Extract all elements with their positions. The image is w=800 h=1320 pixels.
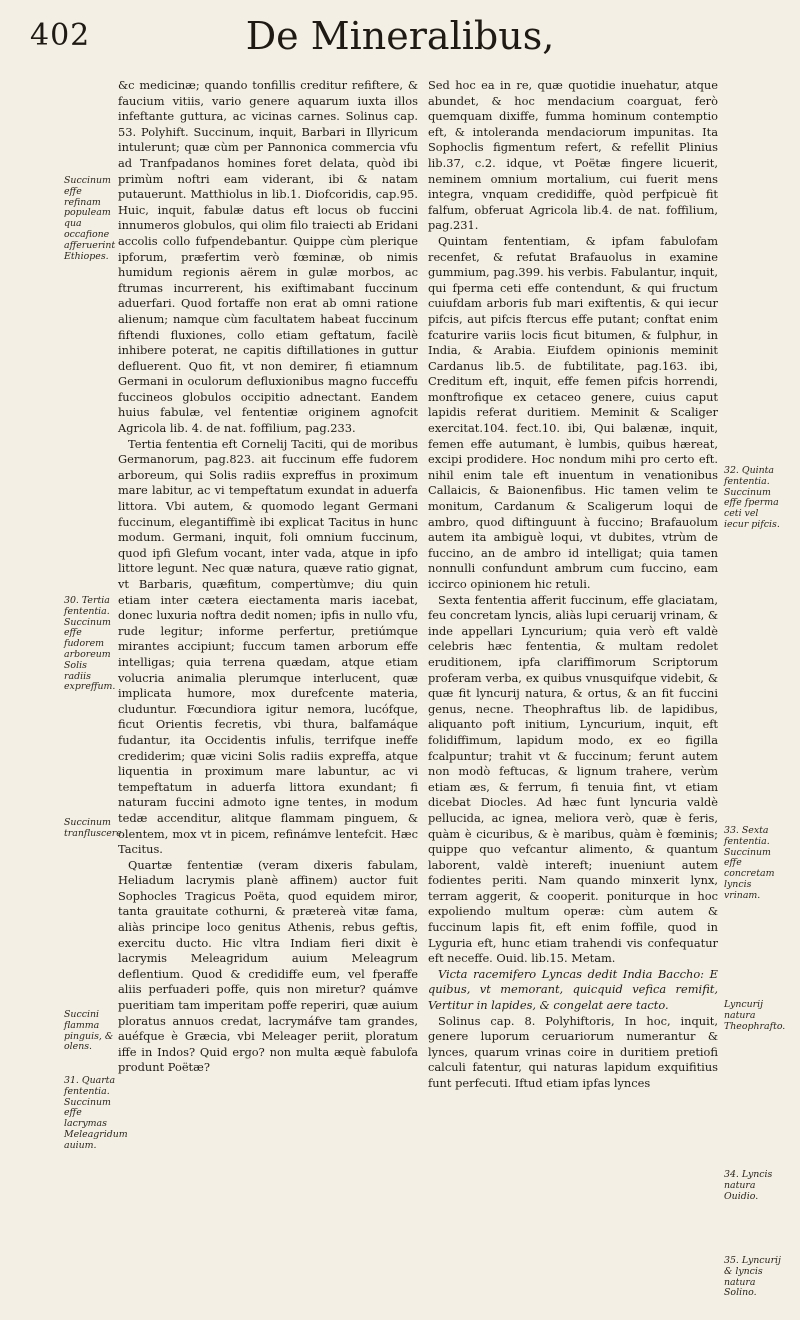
margin-note: 33. Sexta fententia. Succinum effe concretam lyncis vrinam. [724, 825, 775, 901]
margin-note: 34. Lyncis natura Ouidio. [724, 1169, 773, 1202]
paragraph: Sed hoc ea in re, quæ quotidie inuehatur, atque abundet, & hoc mendacium coarguat, ferò quemquam dixiffe, fumma hominum contemptio eft, & intoleranda mendaciorum impunitas. Ita Sophoclis figmentum refert, & refellit Plinius lib.37, c.2. idque, vt Poëtæ fingere licuerit, neminem omnium mortalium, cui fuerit mens integra, vnquam credidiffe, quòd perfpicuè fit falfum, obferuat Agricola lib.4. de nat. foffilium, pag.231. [428, 78, 718, 233]
margin-note: Succinum tranfluscere. [64, 817, 125, 839]
paragraph: Quintam fententiam, & ipfam fabulofam recenfet, & refutat Brafauolus in examine gummium, pag.399. his verbis. Fabulantur, inquit, qui fperma ceti effe contendunt, & qui fructum cuiufdam arboris fub mari exiftentis, & qui iecur pifcis, aut pifcis ftercus effe putant; conftat enim fcaturire variis locis ficut bitumen, & fulphur, in India, & Arabia. Eiufdem opinionis meminit Cardanus lib.5. de fubtilitate, pag.163. ibi, Creditum eft, inquit, effe femen pifcis horrendi, monftrofique ex cetaceo genere, cuius caput lapidis referat duritiem. Meminit & Scaliger exercitat.104. fect.10. ibi, Qui balænæ, inquit, femen effe autumant, è lumbis, quibus hæreat, excipi prodidere. Hoc nondum mihi pro certo eft. nihil enim tale eft inuentum in venationibus Callaicis, & Baionenfibus. Hic tamen velim te monitum, Cardanum & Scaligerum loqui de ambro, quod diftinguunt à fuccino; Brafauolum autem ita ambiguè loqui, vt dubites, vtrùm de fuccino, an de ambro id intelligat; quia tamen nonnulli confundunt ambrum cum fuccino, eam iccirco opinionem hic retuli. [428, 233, 718, 591]
margin-note: 35. Lyncurij & lyncis natura Solino. [724, 1255, 781, 1299]
margin-note: 30. Tertia fententia. Succinum effe fudorem arboreum Solis radiis expreffum. [64, 595, 116, 693]
paragraph: Tertia fententia eft Cornelij Taciti, qui de moribus Germanorum, pag.823. ait fuccinum effe fudorem arboreum, qui Solis radiis expreffus in proximum mare labitur, ac vi tempeftatum exundat in aduerfa littora. Vbi autem, & quomodo legant Germani fuccinum, elegantiffimè ibi explicat Tacitus in hunc modum. Germani, inquit, foli omnium fuccinum, quod ipfi Glefum vocant, inter vada, atque in ipfo littore legunt. Nec quæ natura, quæve ratio gignat, vt Barbaris, quæfitum, compertùmve; diu quin etiam inter cætera eiectamenta maris iacebat, donec luxuria noftra dedit nomen; ipfis in nullo vfu, rude legitur; informe perfertur, pretiúmque mirantes accipiunt; fuccum tamen arborum effe intelligas; quia terrena quædam, atque etiam volucria animalia plerumque interlucent, quæ implicata humore, mox durefcente materia, cluduntur. Fœcundiora igitur nemora, lucófque, ficut Orientis fecretis, vbi thura, balfamáque fudantur, ita Occidentis infulis, terrifque ineffe crediderim; quæ vicini Solis radiis expreffa, atque liquentia in proximum mare labuntur, ac vi tempeftatum in aduerfa littora exundant; fi naturam fuccini admoto igne tentes, in modum tedæ accenditur, alitque flammam pinguem, & olentem, mox vt in picem, refinámve lentefcit. Hæc Tacitus. [118, 436, 418, 857]
right-column [428, 78, 718, 1092]
verse-quotation: Victa racemifero Lyncas dedit India Baccho: E quibus, vt memorant, quicquid vefica remifit, Vertitur in lapides, & congelat aere tacto. [428, 966, 718, 1013]
page-header [30, 14, 770, 68]
page-number: 402 [30, 18, 91, 53]
margin-note: Succinum effe refinam populeam qua occafione afferuerint Ethiopes. [64, 175, 116, 262]
margin-note: Succini flamma pinguis, & olens. [64, 1009, 114, 1053]
running-title: De Mineralibus, [245, 14, 555, 58]
paragraph: &c medicinæ; quando tonfillis creditur refiftere, & faucium vitiis, vario genere aquarum iuxta illos infeftante guttura, ac vicinas carnes. Solinus cap. 53. Polyhift. Succinum, inquit, Barbari in Illyricum intulerunt; quæ cùm per Pannonica commercia vfu ad Tranfpadanos homines foret delata, quòd ibi primùm noftri eam viderant, ibi & natam putauerunt. Matthiolus in lib.1. Diofcoridis, cap.95. Huic, inquit, fabulæ datus eft locus ob fuccini innumeros globulos, qui olim filo traiecti ab Eridani accolis collo fufpendebantur. Quippe cùm plerique ipforum, præfertim verò fœminæ, ob nimis humidum regionis aërem in gulæ morbos, ac ftrumas incurrerent, his exiftimabant fuccinum aduerfari. Quod fortaffe non erat ab omni ratione alienum; namque cùm facultatem habeat fuccinum fiftendi fluxiones, collo etiam geftatum, facilè inhibere poterat, ne capitis diftillationes in guttur defluerent. Quo fit, vt non demirer, fi etiamnum Germani in oculorum defluxionibus magno fucceffu fuccineos globulos occipitio adnectant. Eandem huius fabulæ, vel fententiæ originem agnofcit Agricola lib. 4. de nat. foffilium, pag.233. [118, 78, 418, 436]
paragraph: Quartæ fententiæ (veram dixeris fabulam, Heliadum lacrymis planè affinem) auctor fuit Sophocles Tragicus Poëta, quod equidem miror, tanta grauitate cothurni, & prætereà vitæ fama, aliàs principe loco genitus Athenis, rebus geftis, exercitu ducto. Hic vltra Indiam fieri dixit è lacrymis Meleagridum auium Meleagrum deflentium. Quod & credidiffe eum, vel fperaffe aliis perfuaderi poffe, quis non miretur? quámve pueritiam tam imperitam poffe reperiri, quæ auium ploratus annuos credat, lacrymáfve tam grandes, auéfque è Græcia, vbi Meleager periit, ploratum iffe in Indos? Quid ergo? non multa æquè fabulofa produnt Poëtæ? [118, 857, 418, 1075]
left-column [118, 78, 418, 1076]
paragraph: Solinus cap. 8. Polyhiftoris, In hoc, inquit, genere luporum ceruariorum numerantur & lynces, quarum vrinas coire in duritiem pretiofi calculi fatentur, qui naturas lapidum exquifitius funt perfecuti. Iftud etiam ipfas lynces [428, 1013, 718, 1090]
margin-note: 31. Quarta fententia. Succinum effe lacrymas Meleagridum auium. [64, 1075, 128, 1151]
margin-note: 32. Quinta fententia. Succinum effe fperma ceti vel iecur pifcis. [724, 465, 780, 530]
paragraph: Sexta fententia afferit fuccinum, effe glaciatam, feu concretam lyncis, aliàs lupi ceruarij vrinam, & inde appellari Lyncurium; quia verò eft valdè celebris hæc fententia, & multam redolet eruditionem, ipfa clariffimorum Scriptorum proferam verba, ex quibus vnusquifque videbit, & quæ fit lyncurij natura, & ortus, & an fit fuccini genus, necne. Theophraftus lib. de lapidibus, aliquanto poft initium, Lyncurium, inquit, eft folidiffimum, lapidum modo, ex eo figilla fcalpuntur; trahit vt & fuccinum; ferunt autem non modò feftucas, & lignum trahere, verùm etiam æs, & ferrum, fi tenuia fint, vt etiam dicebat Diocles. Ad hæc funt lyncuria valdè pellucida, ac ignea, meliora verò, quæ è feris, quàm è cicuribus, & è maribus, quàm è fœminis; quippe quo vefcantur alimento, & quantum laborent, valdè intereft; inueniunt autem fodientes periti. Nam quando minxerit lynx, terram aggerit, & cooperit. poniturque in hoc expoliendo multum operæ: cùm autem & fuccinum lapis fit, eft enim foffile, quod in Lyguria eft, hunc etiam trahendi vis confequatur eft neceffe. Ouid. lib.15. Metam. [428, 592, 718, 966]
margin-note: Lyncurij natura Theophrafto. [724, 999, 786, 1032]
